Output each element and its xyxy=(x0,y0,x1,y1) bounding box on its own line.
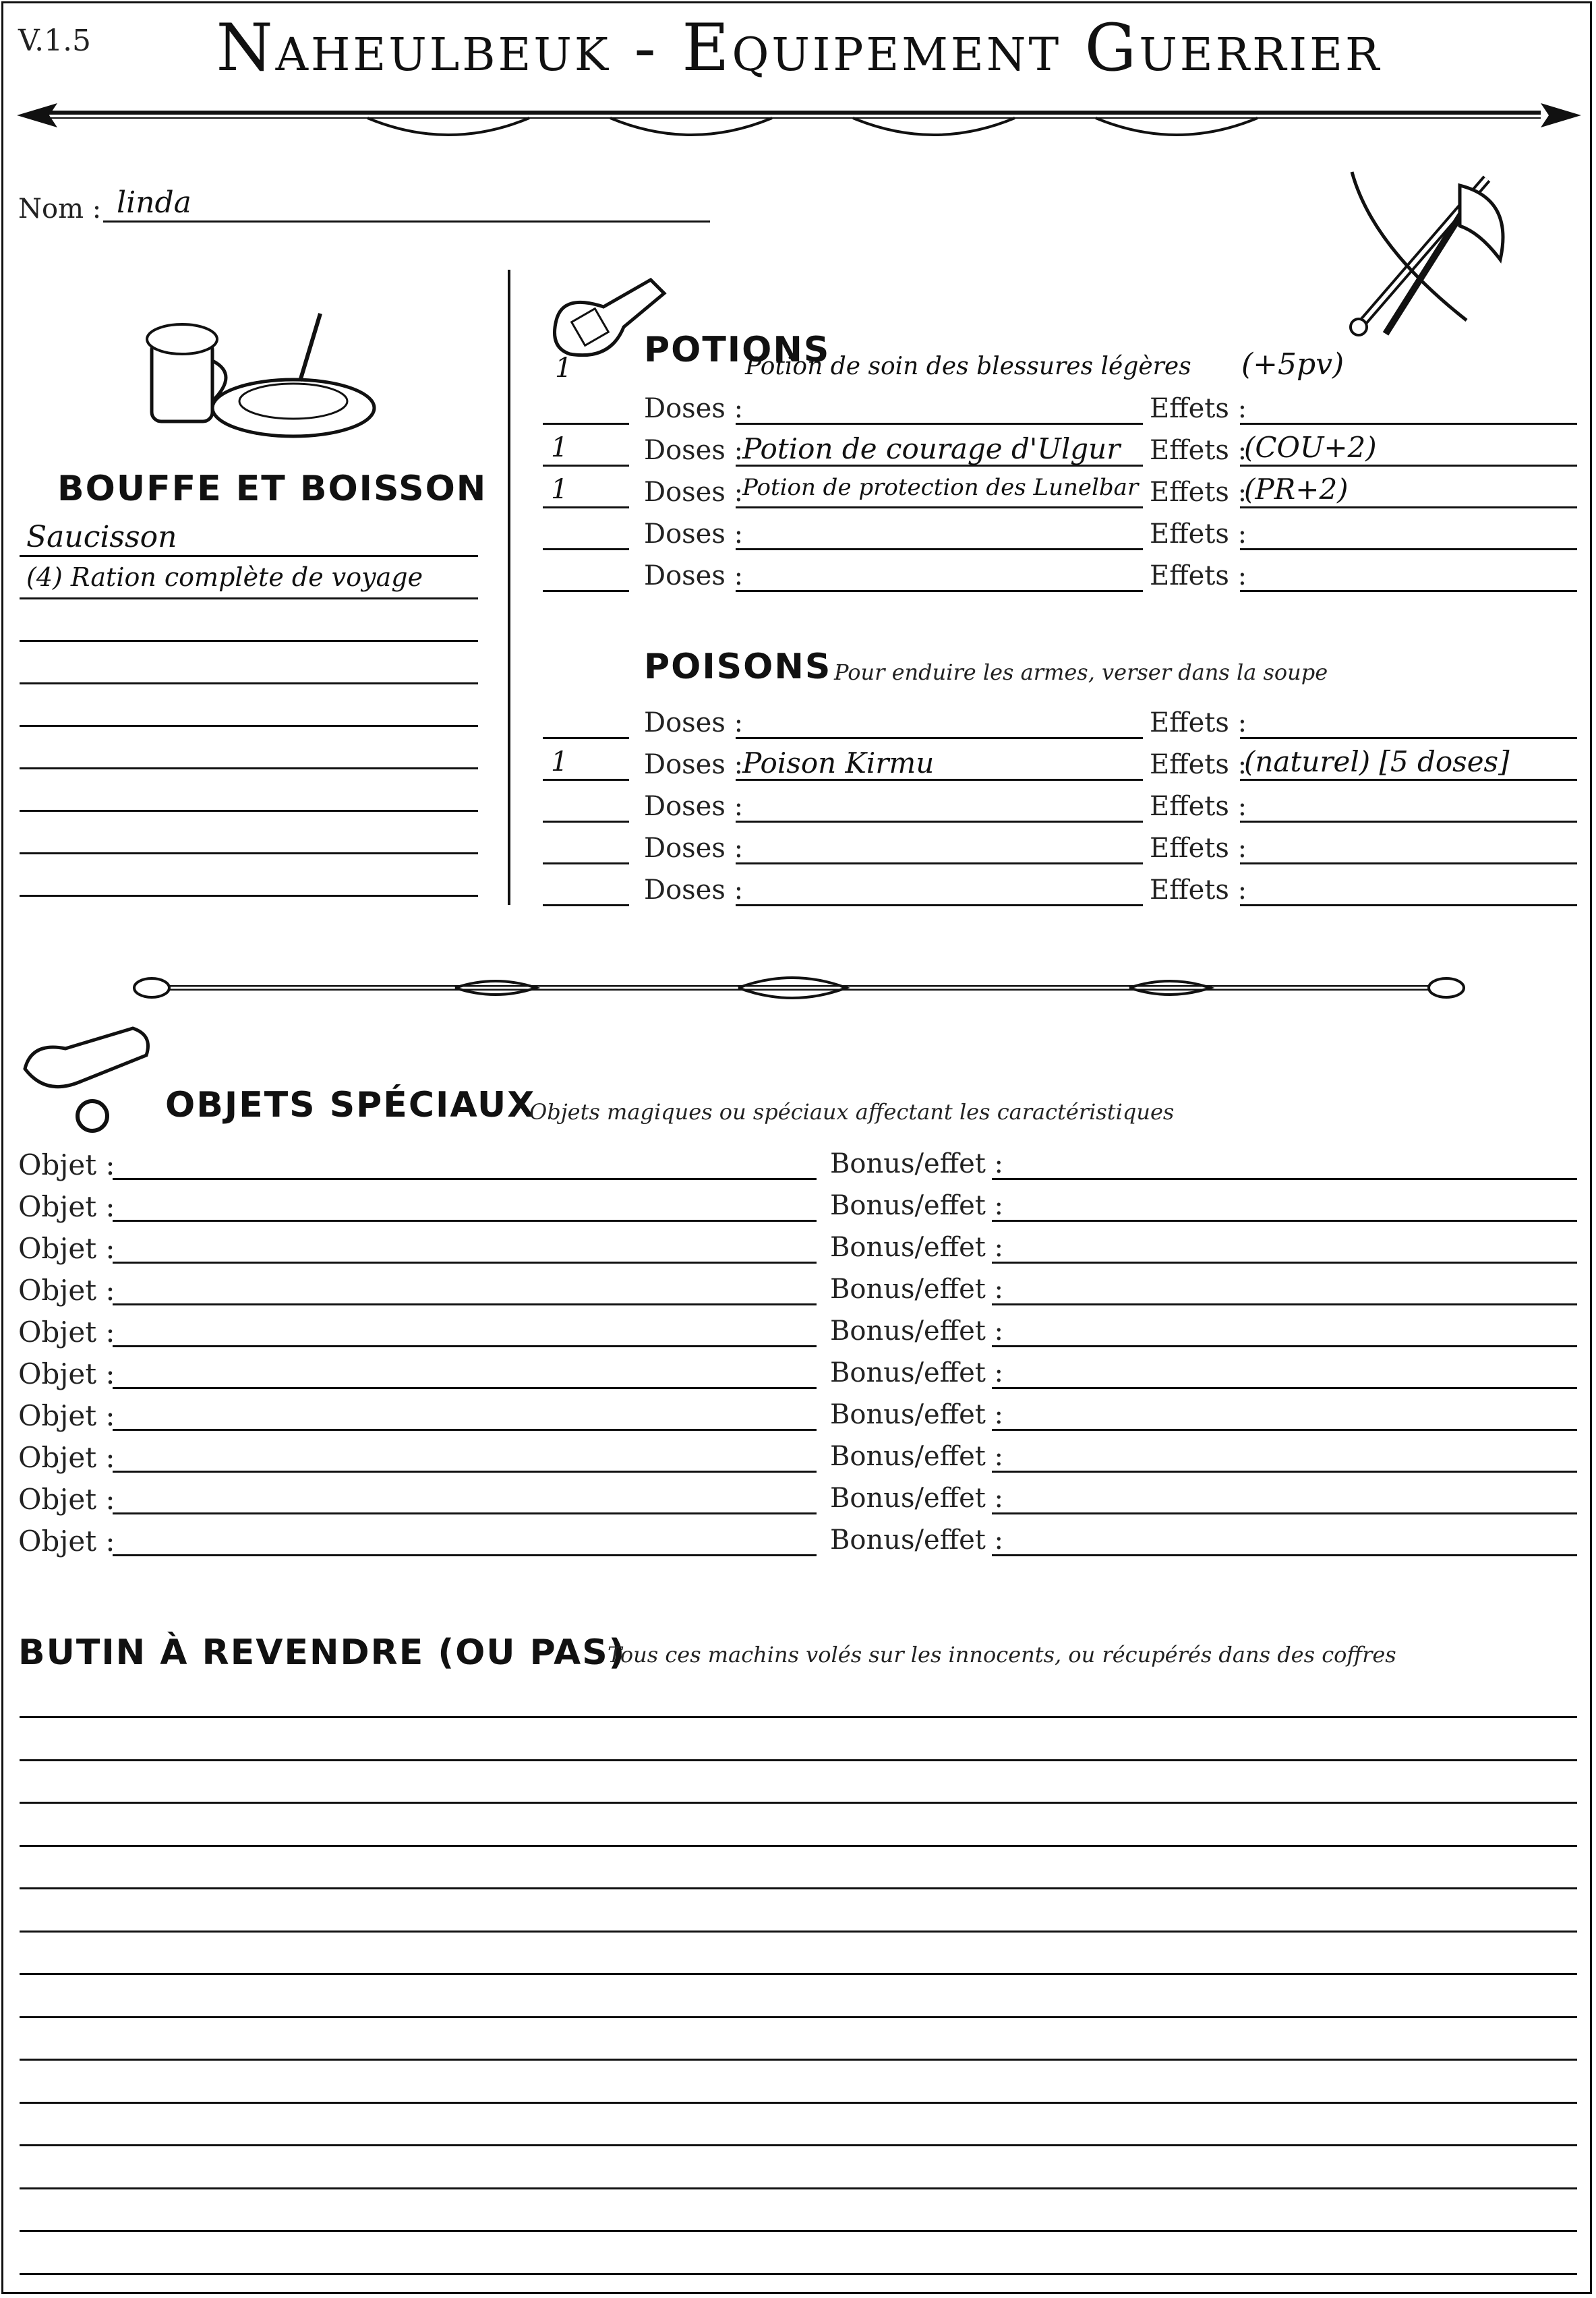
objet-field[interactable] xyxy=(113,1262,817,1264)
potion-doses-label: Doses : xyxy=(644,560,744,591)
poison-doses-label: Doses : xyxy=(644,875,744,906)
potion-effect-field[interactable] xyxy=(1240,423,1577,425)
bonus-field[interactable] xyxy=(992,1429,1577,1431)
potion-qty-field[interactable] xyxy=(543,423,629,425)
column-divider xyxy=(508,270,510,905)
potion-qty-field[interactable] xyxy=(543,548,629,550)
food-line[interactable] xyxy=(20,682,478,684)
poison-doses-label: Doses : xyxy=(644,749,744,780)
butin-subtitle: Tous ces machins volés sur les innocents, ou récupérés dans des coffres xyxy=(608,1642,1396,1668)
poison-effect-field[interactable] xyxy=(1240,904,1577,906)
butin-line[interactable] xyxy=(20,2230,1577,2232)
food-line[interactable] xyxy=(20,895,478,897)
bonus-label: Bonus/effet : xyxy=(830,1357,1004,1388)
potion-effets-label: Effets : xyxy=(1150,477,1247,508)
objet-field[interactable] xyxy=(113,1387,817,1389)
crossed-weapons-illustration xyxy=(1332,158,1527,341)
spear-divider-top xyxy=(17,98,1581,145)
poison-doses-label: Doses : xyxy=(644,833,744,864)
poison-name: Poison Kirmu xyxy=(742,746,935,779)
potion-effets-label: Effets : xyxy=(1150,393,1247,424)
objet-field[interactable] xyxy=(113,1303,817,1305)
bonus-label: Bonus/effet : xyxy=(830,1190,1004,1221)
butin-line[interactable] xyxy=(20,1931,1577,1933)
potion-doses-label: Doses : xyxy=(644,477,744,508)
poisons-subtitle: Pour enduire les armes, verser dans la soupe xyxy=(834,659,1328,685)
bonus-label: Bonus/effet : xyxy=(830,1483,1004,1514)
poison-qty-field[interactable] xyxy=(543,779,629,781)
equipment-sheet xyxy=(1,1,1592,2294)
butin-line[interactable] xyxy=(20,2187,1577,2189)
butin-line[interactable] xyxy=(20,1759,1577,1761)
nom-value: linda xyxy=(117,185,191,220)
bonus-label: Bonus/effet : xyxy=(830,1316,1004,1347)
scroll-ring-icon xyxy=(18,1022,160,1136)
poison-qty-field[interactable] xyxy=(543,862,629,864)
butin-line[interactable] xyxy=(20,1887,1577,1889)
potion-qty: 1 xyxy=(551,474,568,505)
butin-line[interactable] xyxy=(20,2144,1577,2146)
potions-heading: POTIONS xyxy=(644,330,831,370)
potion-name-field[interactable] xyxy=(736,423,1143,425)
objets-subtitle: Objets magiques ou spéciaux affectant les caractéristiques xyxy=(529,1099,1175,1125)
version-label: V.1.5 xyxy=(18,24,92,58)
objet-label: Objet : xyxy=(18,1441,115,1474)
objet-label: Objet : xyxy=(18,1274,115,1307)
staff-divider xyxy=(131,968,1467,1008)
food-line[interactable] xyxy=(20,767,478,769)
poison-qty-field[interactable] xyxy=(543,737,629,739)
poison-qty: 1 xyxy=(551,746,568,777)
butin-line[interactable] xyxy=(20,2102,1577,2104)
butin-line[interactable] xyxy=(20,1845,1577,1847)
bonus-field[interactable] xyxy=(992,1554,1577,1556)
objet-field[interactable] xyxy=(113,1471,817,1473)
potion-effets-label: Effets : xyxy=(1150,435,1247,466)
butin-line[interactable] xyxy=(20,2016,1577,2018)
poison-effets-label: Effets : xyxy=(1150,833,1247,864)
food-line[interactable] xyxy=(20,725,478,727)
bonus-label: Bonus/effet : xyxy=(830,1274,1004,1305)
potion-qty-field[interactable] xyxy=(543,506,629,508)
nom-field[interactable] xyxy=(103,220,710,223)
poison-name-field[interactable] xyxy=(736,737,1143,739)
poison-effect: (naturel) [5 doses] xyxy=(1244,745,1510,778)
food-illustration xyxy=(138,300,381,442)
objet-label: Objet : xyxy=(18,1232,115,1265)
butin-line[interactable] xyxy=(20,2059,1577,2061)
objet-label: Objet : xyxy=(18,1190,115,1223)
nom-label: Nom : xyxy=(18,194,102,225)
potion-name-field[interactable] xyxy=(736,548,1143,550)
objet-label: Objet : xyxy=(18,1316,115,1349)
food-line[interactable] xyxy=(20,810,478,812)
poison-effect-field[interactable] xyxy=(1240,821,1577,823)
objet-label: Objet : xyxy=(18,1148,115,1181)
bonus-label: Bonus/effet : xyxy=(830,1399,1004,1430)
potion-doses-label: Doses : xyxy=(644,519,744,550)
poison-name-field[interactable] xyxy=(736,904,1143,906)
food-line[interactable] xyxy=(20,597,478,599)
potion-effect-field[interactable] xyxy=(1240,548,1577,550)
bonus-label: Bonus/effet : xyxy=(830,1525,1004,1556)
potion-effect: (PR+2) xyxy=(1244,473,1349,506)
poison-effets-label: Effets : xyxy=(1150,875,1247,906)
bonus-field[interactable] xyxy=(992,1220,1577,1222)
potion-name-field[interactable] xyxy=(736,590,1143,592)
potion-qty-field[interactable] xyxy=(543,590,629,592)
bonus-field[interactable] xyxy=(992,1178,1577,1180)
food-line[interactable] xyxy=(20,852,478,854)
poison-name-field[interactable] xyxy=(736,821,1143,823)
objet-label: Objet : xyxy=(18,1399,115,1432)
poison-effets-label: Effets : xyxy=(1150,791,1247,822)
potion-effets-label: Effets : xyxy=(1150,560,1247,591)
potion-name: Potion de courage d'Ulgur xyxy=(742,432,1121,465)
poison-effets-label: Effets : xyxy=(1150,749,1247,780)
potion-qty-field[interactable] xyxy=(543,465,629,467)
potion-doses-label: Doses : xyxy=(644,393,744,424)
sheet-title: Naheulbeuk - Equipement Guerrier xyxy=(216,10,1382,86)
potion-effect-field[interactable] xyxy=(1240,590,1577,592)
butin-line[interactable] xyxy=(20,1802,1577,1804)
potion-note-effect: (+5pv) xyxy=(1241,347,1344,382)
potion-note-name: Potion de soin des blessures légères xyxy=(745,353,1191,380)
bonus-field[interactable] xyxy=(992,1471,1577,1473)
butin-line[interactable] xyxy=(20,1716,1577,1718)
food-item-text: (4) Ration complète de voyage xyxy=(26,562,423,592)
poison-effect-field[interactable] xyxy=(1240,779,1577,781)
butin-line[interactable] xyxy=(20,1973,1577,1975)
objet-field[interactable] xyxy=(113,1554,817,1556)
objet-field[interactable] xyxy=(113,1512,817,1514)
bonus-label: Bonus/effet : xyxy=(830,1148,1004,1179)
poison-doses-label: Doses : xyxy=(644,707,744,738)
objet-label: Objet : xyxy=(18,1357,115,1390)
bonus-label: Bonus/effet : xyxy=(830,1441,1004,1472)
potion-effets-label: Effets : xyxy=(1150,519,1247,550)
objets-heading: OBJETS SPÉCIAUX xyxy=(165,1085,536,1125)
food-heading: BOUFFE ET BOISSON xyxy=(57,469,487,509)
food-line[interactable] xyxy=(20,640,478,642)
objet-field[interactable] xyxy=(113,1429,817,1431)
poisons-heading: POISONS xyxy=(644,647,832,687)
objet-field[interactable] xyxy=(113,1220,817,1222)
food-item-text: Saucisson xyxy=(26,520,177,554)
potion-effect-field[interactable] xyxy=(1240,465,1577,467)
bonus-label: Bonus/effet : xyxy=(830,1232,1004,1263)
poison-name-field[interactable] xyxy=(736,862,1143,864)
poison-doses-label: Doses : xyxy=(644,791,744,822)
objet-field[interactable] xyxy=(113,1178,817,1180)
potion-doses-label: Doses : xyxy=(644,435,744,466)
bonus-field[interactable] xyxy=(992,1512,1577,1514)
bonus-field[interactable] xyxy=(992,1345,1577,1347)
potion-effect-field[interactable] xyxy=(1240,506,1577,508)
objet-field[interactable] xyxy=(113,1345,817,1347)
butin-heading: BUTIN À REVENDRE (OU PAS) xyxy=(18,1632,626,1673)
butin-line[interactable] xyxy=(20,2273,1577,2275)
potion-note-qty: 1 xyxy=(555,353,572,384)
potion-name-field[interactable] xyxy=(736,506,1143,508)
bonus-field[interactable] xyxy=(992,1262,1577,1264)
objet-label: Objet : xyxy=(18,1483,115,1516)
poison-qty-field[interactable] xyxy=(543,904,629,906)
potion-qty: 1 xyxy=(551,432,568,463)
food-line[interactable] xyxy=(20,555,478,557)
poison-effets-label: Effets : xyxy=(1150,707,1247,738)
objet-label: Objet : xyxy=(18,1525,115,1558)
poison-qty-field[interactable] xyxy=(543,821,629,823)
bonus-field[interactable] xyxy=(992,1387,1577,1389)
potion-effect: (COU+2) xyxy=(1244,431,1377,464)
potion-name: Potion de protection des Lunelbar xyxy=(742,474,1139,501)
bonus-field[interactable] xyxy=(992,1303,1577,1305)
poison-effect-field[interactable] xyxy=(1240,737,1577,739)
poison-effect-field[interactable] xyxy=(1240,862,1577,864)
